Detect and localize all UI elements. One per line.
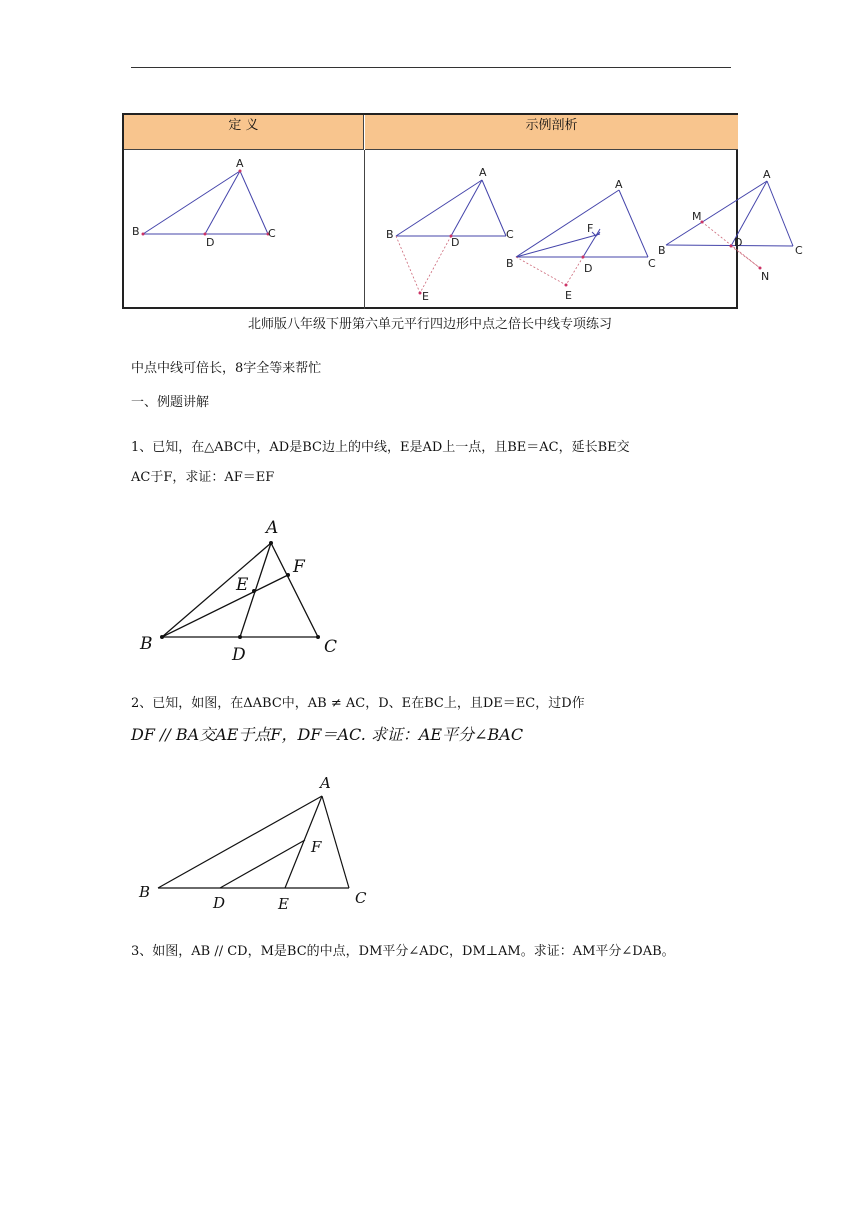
table-header-examples: 示例剖析 [365, 115, 738, 150]
ex3-label-a: A [763, 168, 771, 181]
ex1-label-e: E [422, 290, 429, 303]
ex2-label-b: B [506, 257, 514, 270]
worksheet-caption: 北师版八年级下册第六单元平行四边形中点之倍长中线专项练习 [247, 317, 612, 332]
fig2-label-f: F [311, 838, 322, 856]
ex2-label-a: A [615, 178, 623, 191]
fig2-label-c: C [355, 889, 367, 907]
ex3-label-c: C [795, 244, 803, 257]
fig1-label-d: D [232, 645, 246, 665]
fig2-label-e: E [278, 895, 289, 913]
question-1-line-2: AC于F，求证：AF＝EF [131, 470, 275, 485]
ex3-label-n: N [761, 270, 770, 283]
question-1-line-1: 1、已知，在△ABC中，AD是BC边上的中线，E是AD上一点，且BE＝AC，延长BE交 [131, 440, 630, 455]
fig1-label-b: B [140, 634, 153, 654]
ex3-label-m: M [692, 210, 702, 223]
def-label-b: B [132, 225, 140, 238]
ex2-label-d: D [584, 262, 593, 275]
ex3-label-b: B [658, 244, 666, 257]
question-2-line-1: 2、已知，如图，在ΔABC中，AB ≠ AC，D、E在BC上，且DE＝EC，过D作 [131, 696, 585, 711]
ex2-label-e: E [565, 289, 572, 302]
fig2-label-a: A [320, 774, 331, 792]
fig1-label-f: F [293, 557, 305, 577]
table-header-definition: 定 义 [124, 115, 364, 150]
fig2-label-d: D [213, 894, 226, 912]
def-label-c: C [268, 227, 276, 240]
ex1-label-d: D [451, 236, 460, 249]
motto-text: 中点中线可倍长，8字全等来帮忙 [131, 361, 322, 376]
fig1-label-e: E [236, 575, 249, 595]
ex1-label-b: B [386, 228, 394, 241]
def-label-a: A [236, 157, 244, 170]
ex2-label-c: C [648, 257, 656, 270]
ex3-label-d: D [734, 236, 743, 249]
ex1-label-a: A [479, 166, 487, 179]
fig2-label-b: B [139, 883, 151, 901]
question-3-line-1: 3、如图，AB // CD，M是BC的中点，DM平分∠ADC，DM⊥AM。求证：AM平分∠DAB。 [131, 944, 675, 959]
fig1-label-a: A [266, 518, 279, 538]
def-label-d: D [206, 236, 215, 249]
section-heading: 一、例题讲解 [131, 395, 210, 410]
question-2-line-2: DF // BA交AE于点F，DF＝AC. 求证：AE平分∠BAC [131, 725, 524, 744]
fig1-label-c: C [324, 637, 338, 657]
ex2-label-f: F [587, 222, 594, 235]
ex1-label-c: C [506, 228, 514, 241]
